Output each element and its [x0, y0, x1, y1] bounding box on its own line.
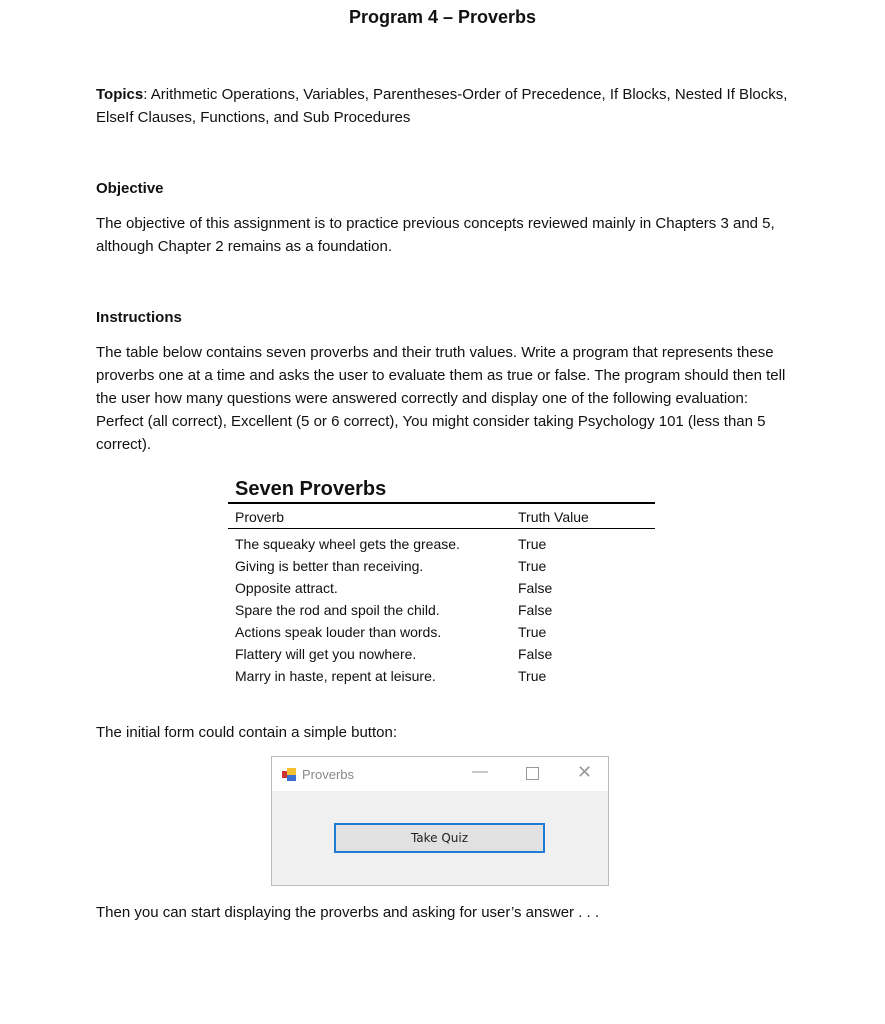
table-row	[228, 643, 655, 665]
table-row	[228, 621, 655, 643]
closing-text: Then you can start displaying the proverbs and asking for user’s answer . . .	[96, 904, 600, 921]
truth-value-cell: True	[518, 668, 547, 684]
topics-label: Topics	[96, 86, 144, 103]
topics-paragraph	[96, 83, 796, 129]
form-intro: The initial form could contain a simple button:	[96, 724, 397, 741]
truth-value-cell: False	[518, 646, 553, 662]
header-proverb: Proverb	[235, 509, 285, 525]
close-icon[interactable]: ✕	[577, 762, 593, 782]
table-row	[228, 599, 655, 621]
instructions-heading: Instructions	[96, 309, 182, 326]
proverb-cell: Flattery will get you nowhere.	[235, 646, 417, 662]
table-row	[228, 555, 655, 577]
window-title: Proverbs	[302, 766, 355, 782]
proverb-cell: Opposite attract.	[235, 580, 338, 596]
table-row	[228, 533, 655, 555]
proverbs-table	[228, 476, 655, 687]
table-header	[228, 504, 655, 529]
proverb-cell: The squeaky wheel gets the grease.	[235, 536, 460, 552]
minimize-icon[interactable]: —	[472, 763, 488, 780]
table-row	[228, 665, 655, 687]
take-quiz-button[interactable]: Take Quiz	[334, 823, 545, 853]
proverb-cell: Giving is better than receiving.	[235, 558, 424, 574]
proverbs-window	[271, 756, 609, 886]
proverb-cell: Actions speak louder than words.	[235, 624, 442, 640]
truth-value-cell: False	[518, 602, 553, 618]
page-title: Program 4 – Proverbs	[348, 7, 537, 27]
table-row	[228, 577, 655, 599]
objective-heading: Objective	[96, 180, 164, 197]
proverb-cell: Spare the rod and spoil the child.	[235, 602, 440, 618]
table-title: Seven Proverbs	[235, 478, 387, 500]
topics-text: : Arithmetic Operations, Variables, Parentheses-Order of Precedence, If Blocks, Nested If Blocks, ElseIf Clauses, Functions, and Sub Procedures	[96, 86, 788, 126]
truth-value-cell: True	[518, 558, 547, 574]
header-truth-value: Truth Value	[518, 509, 589, 525]
truth-value-cell: False	[518, 580, 553, 596]
objective-text: The objective of this assignment is to practice previous concepts reviewed mainly in Chapters 3 and 5, although Chapter 2 remains as a foundation.	[96, 215, 775, 255]
maximize-icon[interactable]	[526, 767, 539, 780]
truth-value-cell: True	[518, 536, 547, 552]
proverb-cell: Marry in haste, repent at leisure.	[235, 668, 436, 684]
app-icon	[282, 768, 296, 781]
truth-value-cell: True	[518, 624, 547, 640]
instructions-text: The table below contains seven proverbs and their truth values. Write a program that represents these proverbs one at a time and asks the user to evaluate them as true or false. The program should then tell the user how many questions were answered correctly and display one of the following evaluation: Perfect (all correct), Excellent (5 or 6 correct), You might consider taking Psychology 101 (less than 5 correct).	[96, 344, 786, 453]
window-title-bar	[272, 757, 608, 791]
